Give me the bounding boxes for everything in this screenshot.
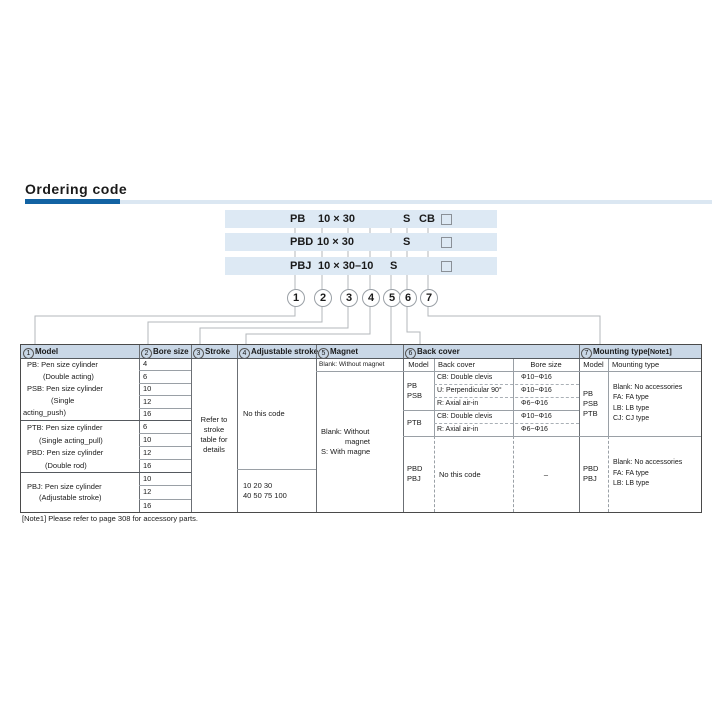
model-group-ptb-pbd: PTB: Pen size cylinder (Single acting_pull) PBD: Pen size cylinder (Double rod) [27, 423, 104, 470]
bore-size-value: 12 [143, 487, 152, 496]
bore-size-value: 6 [143, 372, 148, 381]
circle-marker-3: 3 [340, 289, 358, 307]
code-magnet: S [403, 213, 411, 225]
model-group-pb-psb: PB: Pen size cylinder (Double acting) PSB: Pen size cylinder (Single acting_push) [23, 360, 103, 417]
back-cover-option: CB: Double clevis [437, 374, 493, 381]
mounting-model-pbd-pbj: PBD PBJ [583, 464, 599, 483]
back-cover-model-ptb: PTB [407, 418, 422, 427]
bore-size-value: 16 [143, 461, 152, 470]
bore-size-value: 10 [143, 435, 152, 444]
circle-marker-4: 4 [362, 289, 380, 307]
bore-size-value: 12 [143, 448, 152, 457]
code-model: PBJ [290, 260, 312, 272]
code-model: PB [290, 213, 306, 225]
back-cover-model-pb-psb: PB PSB [407, 380, 423, 400]
back-cover-bore-range: – [543, 469, 549, 479]
code-bar-pbj [225, 257, 497, 275]
circle-marker-2: 2 [314, 289, 332, 307]
bore-size-value: 16 [143, 409, 152, 418]
circle-marker-7: 7 [420, 289, 438, 307]
mounting-placeholder-box [441, 214, 452, 225]
bore-size-value: 10 [143, 384, 152, 393]
adjustable-stroke-top: No this code [243, 409, 285, 418]
column-header-model: 1 Model [23, 345, 58, 358]
back-cover-subheader-type: Back cover [438, 360, 476, 369]
code-size: 10 × 30 [317, 236, 355, 248]
back-cover-subheader-bore: Bore size [530, 360, 562, 369]
mounting-options: Blank: No accessories FA: FA type LB: LB type [613, 459, 683, 488]
column-header-stroke: 3 Stroke [193, 345, 230, 358]
page-title: Ordering code [25, 181, 128, 197]
ordering-table [20, 344, 702, 513]
circled-number-icon: 4 [239, 348, 250, 359]
mounting-subheader-model: Model [583, 360, 604, 369]
back-cover-bore-range: Φ10~Φ16 [521, 413, 552, 420]
sub-column-divider [434, 436, 435, 512]
back-cover-option: R: Axial air-in [437, 400, 479, 407]
code-size: 10 × 30 [318, 213, 356, 225]
back-cover-bore-range: Φ10~Φ16 [521, 387, 552, 394]
column-header-bore-size: 2 Bore size [141, 345, 189, 358]
circle-marker-1: 1 [287, 289, 305, 307]
back-cover-model-pbd-pbj: PBD PBJ [407, 464, 423, 483]
back-cover-bore-range: Φ6~Φ16 [521, 400, 548, 407]
column-divider [237, 345, 238, 512]
circled-number-icon: 2 [141, 348, 152, 359]
back-cover-subheader-model: Model [408, 360, 429, 369]
magnet-options: Blank: Without magnet S: With magne [321, 426, 371, 456]
back-cover-bore-range: Φ6~Φ16 [521, 426, 548, 433]
code-bar-pbd [225, 233, 497, 251]
circle-marker-6: 6 [399, 289, 417, 307]
circled-number-icon: 3 [193, 348, 204, 359]
column-header-mounting-type: 7 Mounting type[Note1] [581, 345, 672, 358]
back-cover-no-code: No this code [439, 469, 481, 479]
sub-column-divider [608, 436, 609, 512]
circled-number-icon: 6 [405, 348, 416, 359]
back-cover-option: CB: Double clevis [437, 413, 493, 420]
mounting-placeholder-box [441, 261, 452, 272]
mounting-subheader-type: Mounting type [612, 360, 660, 369]
footnote: [Note1] Please refer to page 308 for accessory parts. [22, 514, 198, 523]
bore-size-value: 16 [143, 501, 152, 510]
mounting-placeholder-box [441, 237, 452, 248]
column-header-magnet: 5 Magnet [318, 345, 358, 358]
note-reference: [Note1] [647, 349, 672, 356]
back-cover-option: R: Axial air-in [437, 426, 479, 433]
bore-size-value: 6 [143, 422, 148, 431]
bore-size-value: 12 [143, 397, 152, 406]
code-back-cover: CB [419, 213, 435, 225]
back-cover-bore-range: Φ10~Φ16 [521, 374, 552, 381]
circled-number-icon: 1 [23, 348, 34, 359]
code-model: PBD [290, 236, 314, 248]
bore-size-value: 10 [143, 474, 152, 483]
back-cover-option: U: Perpendicular 90° [437, 387, 502, 394]
code-bar-pb [225, 210, 497, 228]
code-magnet: S [403, 236, 411, 248]
adjustable-stroke-values: 10 20 30 40 50 75 100 [243, 480, 287, 500]
code-size: 10 × 30–10 [318, 260, 374, 272]
column-header-adjustable-stroke: 4 Adjustable stroke [239, 345, 318, 358]
circle-marker-5: 5 [383, 289, 401, 307]
code-magnet: S [390, 260, 398, 272]
circled-number-icon: 5 [318, 348, 329, 359]
stroke-note: Refer to stroke table for details [200, 415, 228, 454]
column-header-back-cover: 6 Back cover [405, 345, 460, 358]
bore-size-value: 4 [143, 359, 148, 368]
magnet-top-note: Blank: Without magnet [319, 361, 385, 368]
sub-column-divider [608, 358, 609, 436]
model-group-pbj: PBJ: Pen size cylinder (Adjustable stroke) [27, 482, 102, 502]
circled-number-icon: 7 [581, 348, 592, 359]
mounting-options: Blank: No accessories FA: FA type LB: LB type CJ: CJ type [613, 383, 683, 422]
mounting-model-pb-psb-ptb: PB PSB PTB [583, 388, 599, 418]
